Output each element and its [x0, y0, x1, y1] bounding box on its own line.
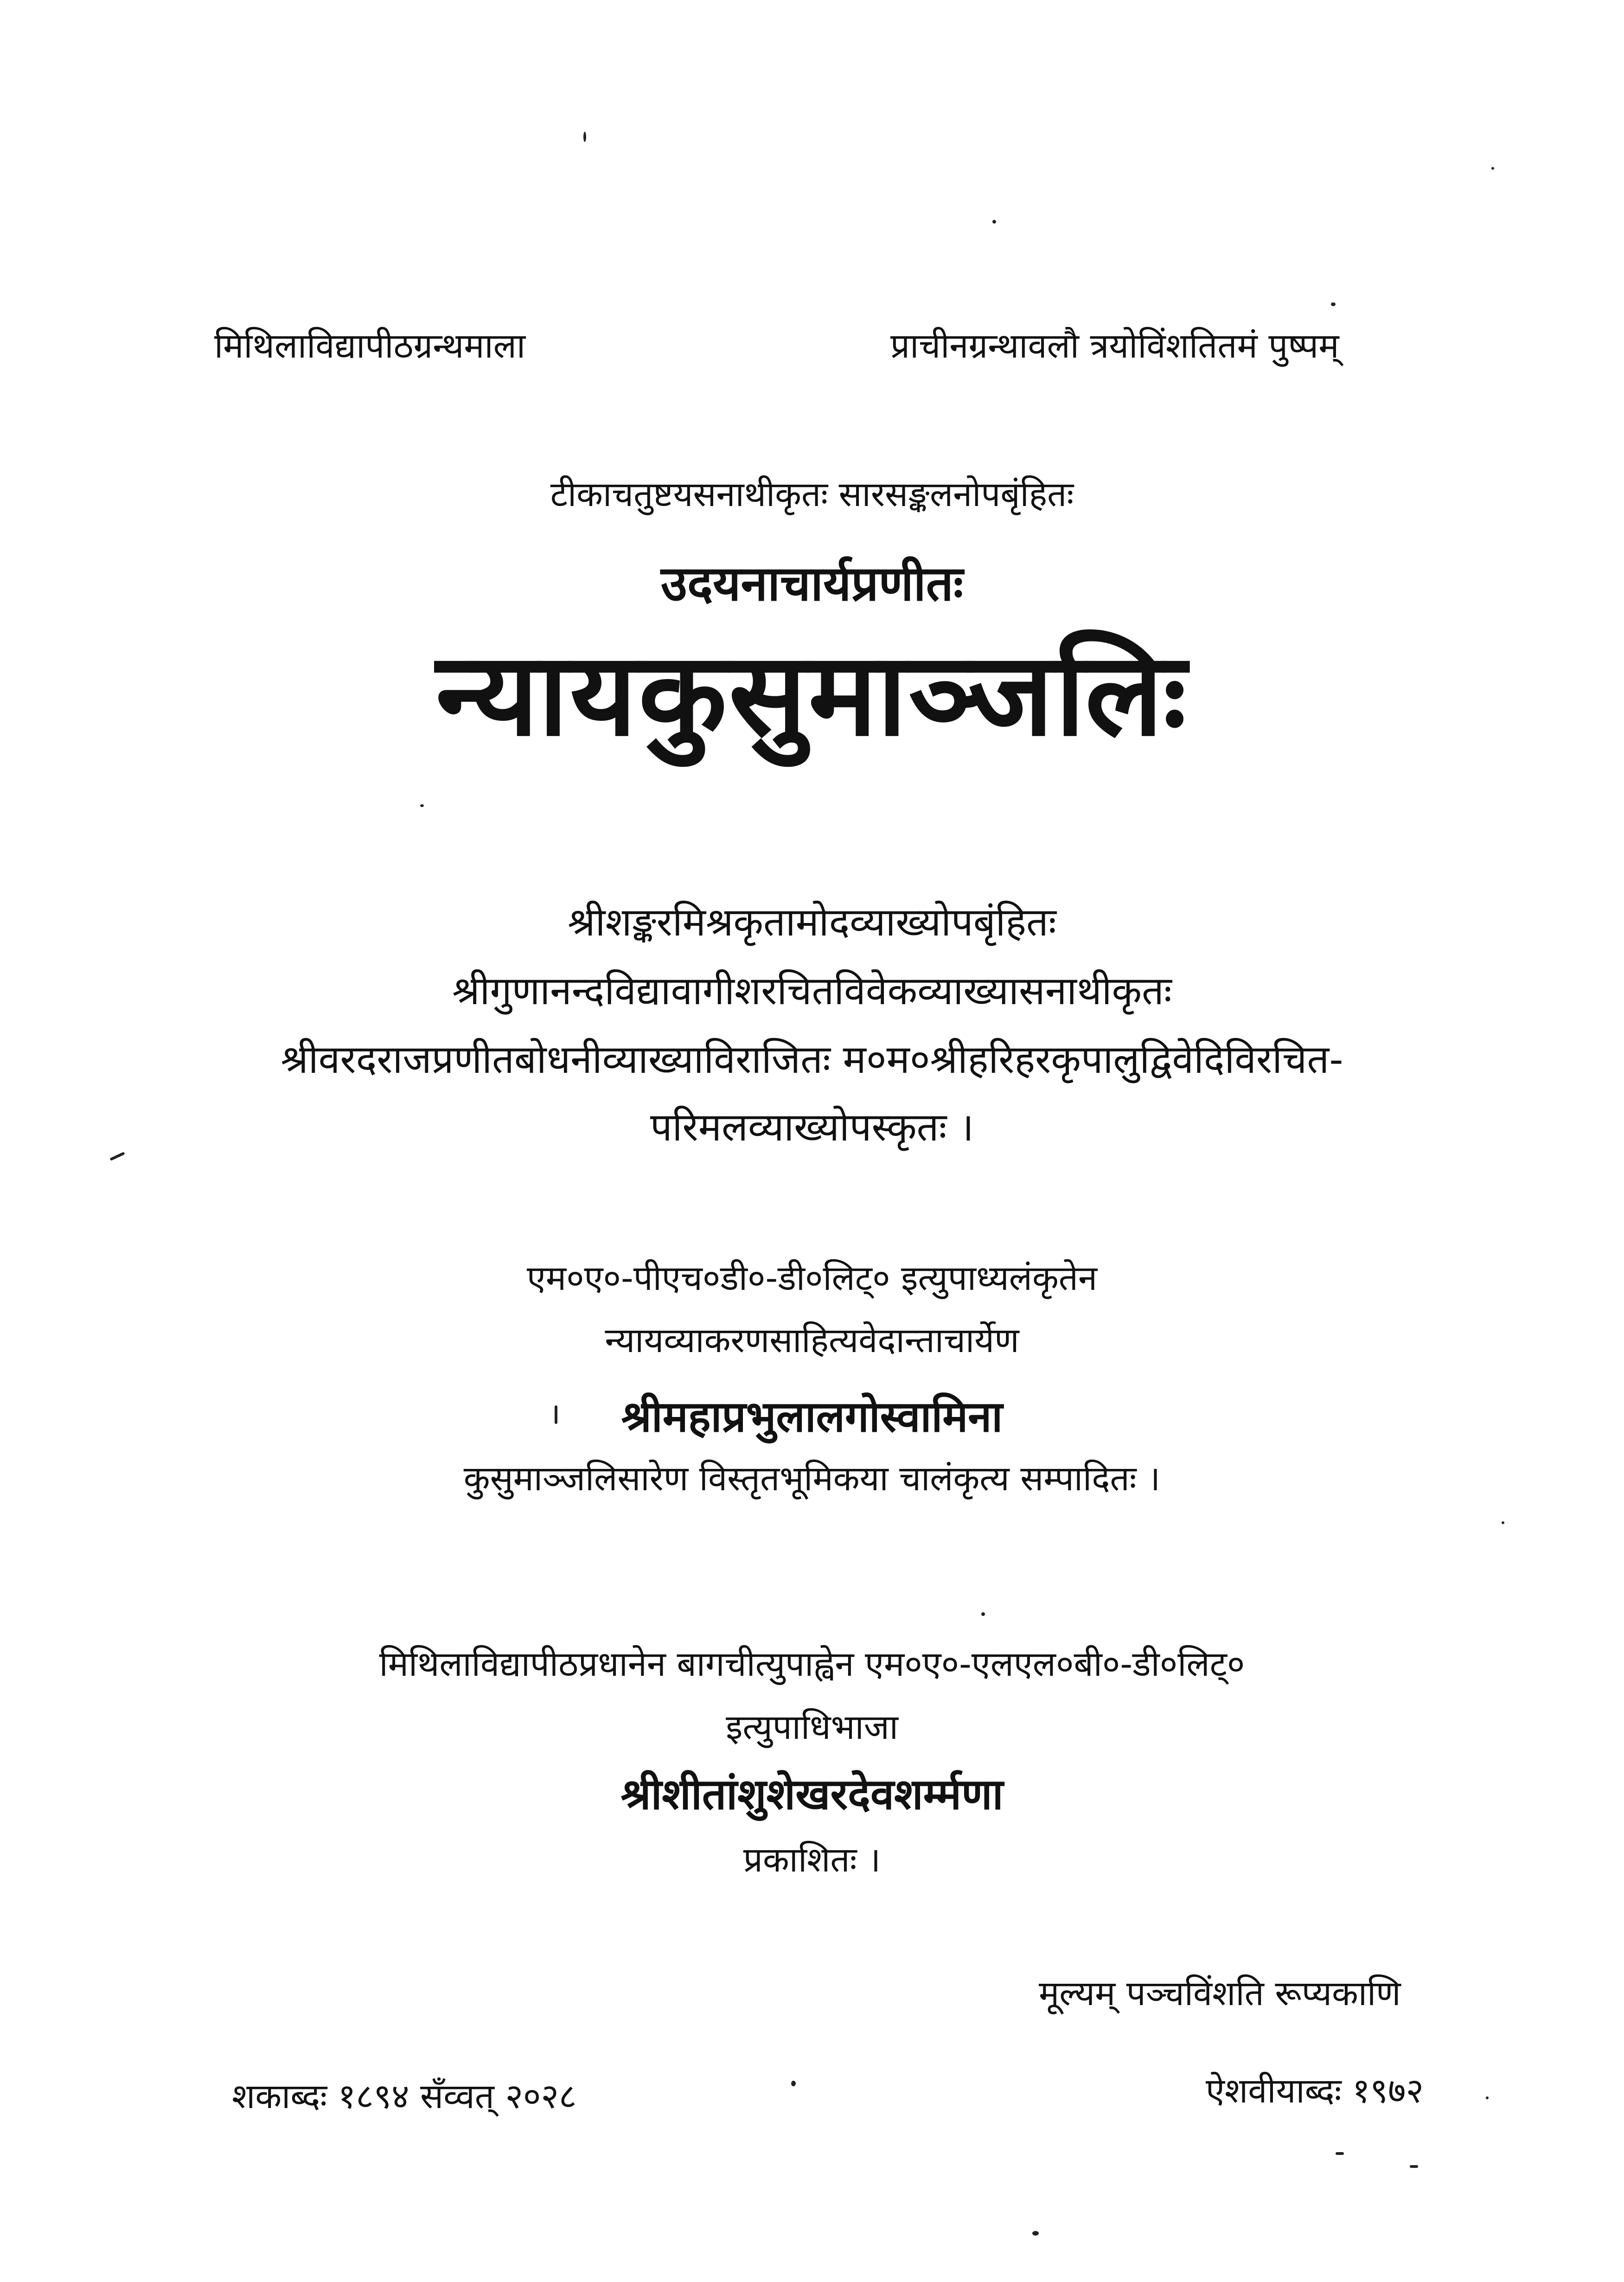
original-author: उदयनाचार्यप्रणीतः — [660, 555, 964, 612]
scan-speck — [583, 132, 586, 142]
series-number: प्राचीनग्रन्थावलौ त्रयोविंशतितमं पुष्पम् — [890, 326, 1339, 366]
price: मूल्यम् पञ्चविंशति रूप्यकाणि — [1039, 1974, 1401, 2013]
scan-speck — [992, 220, 996, 224]
editor-note: कुसुमाञ्जलिसारेण विस्तृतभूमिकया चालंकृत्य सम्पादितः । — [463, 1459, 1161, 1499]
scan-speck — [1410, 2165, 1418, 2168]
scan-speck — [791, 2081, 796, 2086]
published-label: प्रकाशितः । — [743, 1840, 881, 1880]
scan-speck — [1032, 2231, 1039, 2236]
shaka-samvat-year: शकाब्दः १८९४ सँव्वत् २०२८ — [232, 2077, 577, 2116]
ad-year: ऐशवीयाब्दः १९७२ — [1206, 2071, 1424, 2111]
commentary-line: श्रीगुणानन्दविद्यावागीशरचितविवेकव्याख्यासनाथीकृतः — [452, 968, 1172, 1013]
scan-speck — [109, 1152, 125, 1161]
scan-speck — [555, 1405, 557, 1424]
commentary-line: परिमलव्याख्योपस्कृतः । — [650, 1104, 974, 1150]
scan-speck — [1336, 2152, 1344, 2155]
commentary-line: श्रीशङ्करमिश्रकृतामोदव्याख्योपबृंहितः — [568, 899, 1056, 945]
editor-degrees: एम०ए०-पीएच०डी०-डी०लिट्० इत्युपाध्यलंकृतेन — [526, 1258, 1098, 1298]
scan-speck — [1486, 2096, 1489, 2099]
title-descriptor: टीकाचतुष्टयसनाथीकृतः सारसङ्कलनोपबृंहितः — [550, 474, 1074, 514]
editor-qualification: न्यायव्याकरणसाहित्यवेदान्ताचार्येण — [605, 1320, 1019, 1360]
publisher-name: श्रीशीतांशुशेखरदेवशर्म्मणा — [620, 1769, 1004, 1819]
scan-speck — [981, 1612, 985, 1616]
commentary-line: श्रीवरदराजप्रणीतबोधनीव्याख्याविराजितः म०म०श्रीहरिहरकृपालुद्विवेदिविरचित- — [281, 1037, 1343, 1082]
book-title: न्यायकुसुमाञ्जलिः — [435, 628, 1189, 762]
editor-name: श्रीमहाप्रभुलालगोस्वामिना — [621, 1392, 1003, 1442]
scan-speck — [1491, 167, 1494, 170]
publisher-line: इत्युपाधिभाजा — [726, 1707, 898, 1747]
series-name: मिथिलाविद्यापीठग्रन्थमाला — [214, 326, 526, 366]
publisher-line: मिथिलाविद्यापीठप्रधानेन बागचीत्युपाह्वेन एम०ए०-एलएल०बी०-डी०लिट्० — [379, 1644, 1245, 1684]
scan-speck — [1502, 1521, 1504, 1524]
scan-speck — [420, 804, 424, 807]
scan-speck — [1331, 302, 1336, 306]
